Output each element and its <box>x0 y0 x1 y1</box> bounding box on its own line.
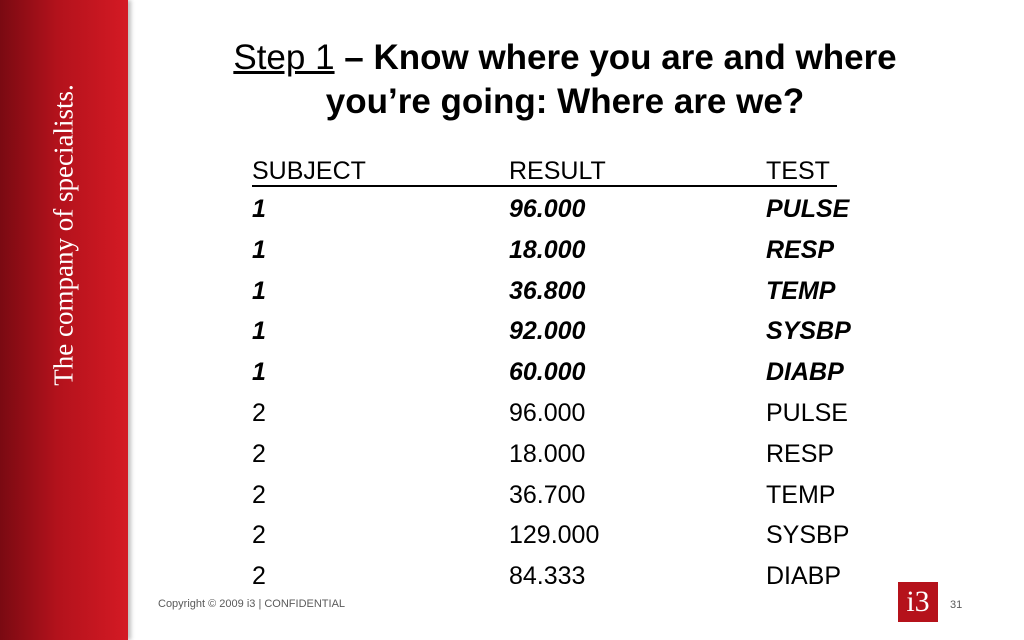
cell-test: TEMP <box>766 480 836 509</box>
cell-subject: 2 <box>252 398 266 427</box>
table-row <box>252 394 892 435</box>
title-line2: you’re going: Where are we? <box>325 82 805 121</box>
header-test: TEST <box>766 157 830 185</box>
cell-subject: 2 <box>252 562 266 591</box>
cell-result: 60.000 <box>509 358 586 387</box>
table-row <box>252 353 892 394</box>
cell-subject: 1 <box>252 358 266 387</box>
cell-subject: 2 <box>252 521 266 550</box>
page-number: 31 <box>950 599 963 611</box>
table-row <box>252 516 892 557</box>
cell-result: 129.000 <box>509 521 600 550</box>
cell-result: 92.000 <box>509 317 586 346</box>
table-row <box>252 476 892 517</box>
i3-logo: i3 <box>898 582 938 622</box>
cell-test: DIABP <box>766 358 844 387</box>
cell-result: 36.800 <box>509 276 586 305</box>
step-label: Step 1 <box>233 38 335 77</box>
company-tagline: The company of specialists. <box>48 84 79 386</box>
cell-test: RESP <box>766 235 835 264</box>
cell-test: RESP <box>766 439 835 468</box>
table-header-row <box>252 152 892 190</box>
cell-result: 18.000 <box>509 439 586 468</box>
cell-test: PULSE <box>766 195 850 223</box>
cell-result: 18.000 <box>509 235 586 264</box>
cell-subject: 2 <box>252 480 266 509</box>
cell-test: SYSBP <box>766 521 850 550</box>
slide-title <box>160 36 970 124</box>
cell-subject: 1 <box>252 317 266 346</box>
table-row <box>252 272 892 313</box>
results-table <box>252 152 892 598</box>
table-row <box>252 231 892 272</box>
table-row <box>252 435 892 476</box>
cell-subject: 2 <box>252 439 266 468</box>
table-row <box>252 312 892 353</box>
table-row <box>252 557 892 598</box>
cell-result: 96.000 <box>509 195 586 223</box>
title-line1: – Know where you are and where <box>334 38 897 77</box>
cell-result: 36.700 <box>509 480 586 509</box>
cell-subject: 1 <box>252 276 266 305</box>
cell-test: SYSBP <box>766 317 851 346</box>
copyright-footer: Copyright © 2009 i3 | CONFIDENTIAL <box>158 598 346 610</box>
cell-test: TEMP <box>766 276 836 305</box>
header-result: RESULT <box>509 157 606 185</box>
cell-result: 84.333 <box>509 562 586 591</box>
sidebar-band <box>0 0 128 640</box>
cell-test: PULSE <box>766 398 848 427</box>
table-row <box>252 190 892 231</box>
cell-result: 96.000 <box>509 398 586 427</box>
cell-subject: 1 <box>252 195 266 223</box>
header-subject: SUBJECT <box>252 157 366 185</box>
cell-subject: 1 <box>252 235 266 264</box>
header-underline <box>252 185 837 187</box>
cell-test: DIABP <box>766 562 842 591</box>
